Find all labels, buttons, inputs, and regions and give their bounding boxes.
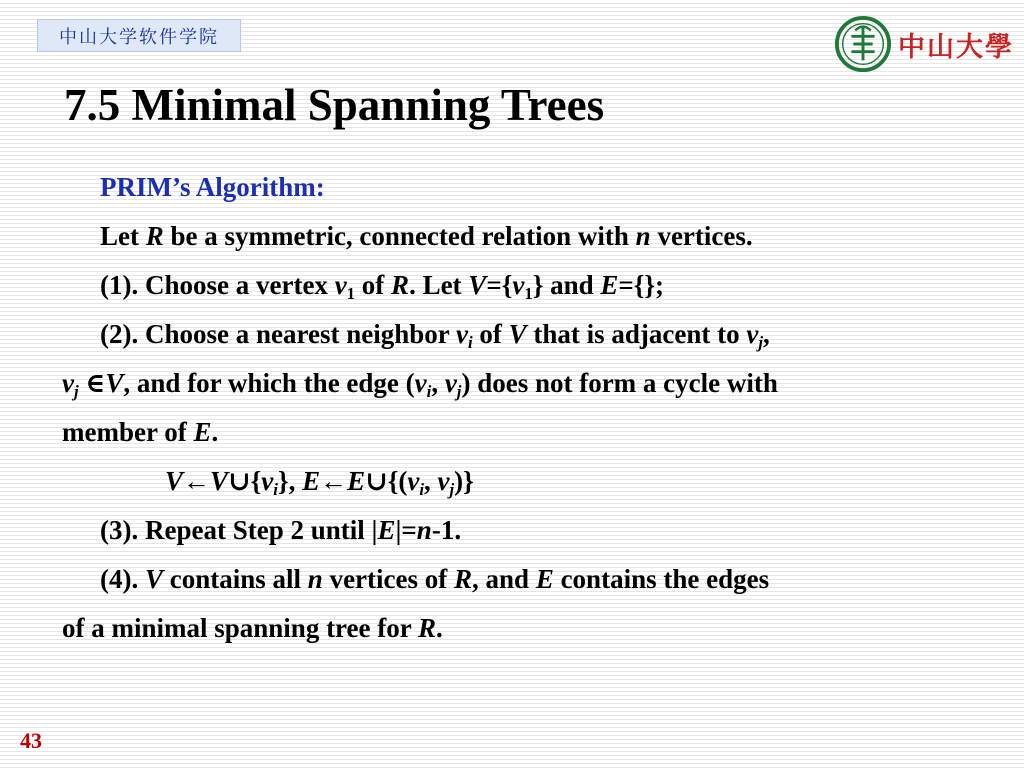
body-line-8: [62, 555, 982, 604]
math-var: v: [456, 319, 468, 349]
text: vertices.: [650, 221, 753, 251]
page-number: 43: [20, 728, 42, 753]
text: } and: [532, 270, 601, 300]
text: (2). Choose a nearest neighbor: [100, 319, 456, 349]
text: -1.: [431, 515, 462, 545]
text: of a minimal spanning tree for: [62, 613, 419, 643]
text: )}: [454, 466, 474, 496]
text: contains the edges: [553, 564, 770, 594]
body-line-3: [62, 310, 982, 359]
text: ∈: [78, 368, 106, 398]
text: of: [355, 270, 392, 300]
subscript: 1: [524, 284, 533, 304]
slide-body: [62, 163, 982, 653]
math-var: i: [419, 480, 425, 500]
body-line-7: [62, 506, 982, 555]
math-var: v: [414, 368, 427, 398]
math-var: n: [416, 515, 432, 545]
text: , and for which the edge (: [123, 368, 415, 398]
algorithm-heading: PRIM’s Algorithm:: [100, 172, 325, 202]
text: ,: [424, 466, 438, 496]
text: contains all: [163, 564, 308, 594]
text: ={};: [618, 270, 665, 300]
math-var: E: [347, 466, 366, 496]
math-var: E: [302, 466, 321, 496]
math-var: j: [73, 382, 79, 402]
math-var: R: [145, 221, 164, 251]
text: (1). Choose a vertex: [100, 270, 335, 300]
math-var: v: [437, 466, 450, 496]
body-line-5: [62, 408, 982, 457]
text: ∪{(: [365, 466, 408, 496]
university-emblem-icon: [834, 14, 892, 74]
body-line-1: [62, 212, 982, 261]
math-var: E: [600, 270, 619, 300]
text: vertices of: [322, 564, 454, 594]
body-line-2: [62, 261, 982, 310]
text: .: [211, 417, 219, 447]
university-name: 中山大學: [898, 31, 1014, 63]
math-var: E: [193, 417, 212, 447]
math-var: v: [407, 466, 420, 496]
body-line-9: [62, 604, 982, 653]
text: ∪{: [228, 466, 262, 496]
math-var: i: [467, 333, 473, 353]
text: that is adjacent to: [526, 319, 747, 349]
math-var: j: [456, 382, 462, 402]
math-var: v: [444, 368, 457, 398]
math-var: i: [273, 480, 278, 500]
math-var: V: [105, 368, 124, 398]
math-var: R: [454, 564, 473, 594]
university-logo: [834, 12, 1014, 76]
math-var: R: [391, 270, 410, 300]
text: Let: [100, 221, 146, 251]
math-var: v: [62, 368, 74, 398]
math-var: v: [334, 270, 347, 300]
text: ,: [763, 319, 770, 349]
math-var: E: [535, 564, 554, 594]
math-var: V: [165, 466, 184, 496]
text: .: [436, 613, 443, 643]
math-var: j: [758, 333, 764, 353]
text: (4).: [100, 564, 145, 594]
text: |=: [395, 515, 417, 545]
math-var: V: [144, 564, 163, 594]
department-badge: [37, 19, 241, 52]
text: (3). Repeat Step 2 until |: [100, 515, 378, 545]
slide-title: 7.5 Minimal Spanning Trees: [64, 80, 605, 130]
text: ={: [486, 270, 513, 300]
math-var: i: [426, 382, 432, 402]
text: , and: [472, 564, 536, 594]
math-var: j: [449, 480, 455, 500]
text: be a symmetric, connected relation with: [163, 221, 636, 251]
arrow-symbol: ←: [183, 466, 211, 496]
subscript: 1: [346, 284, 356, 304]
math-var: n: [307, 564, 323, 594]
text: . Let: [409, 270, 469, 300]
math-var: R: [418, 613, 437, 643]
text: ,: [431, 368, 445, 398]
math-var: v: [261, 466, 274, 496]
body-line-4: [62, 359, 982, 408]
math-var: v: [746, 319, 759, 349]
math-var: E: [377, 515, 396, 545]
math-var: v: [512, 270, 525, 300]
text: member of: [62, 417, 194, 447]
math-var: n: [635, 221, 651, 251]
math-var: V: [468, 270, 487, 300]
update-formula: [62, 457, 982, 506]
arrow-symbol: ←: [320, 466, 348, 496]
text: of: [472, 319, 509, 349]
math-var: V: [210, 466, 229, 496]
text: },: [277, 466, 303, 496]
math-var: V: [508, 319, 527, 349]
department-label: 中山大学软件学院: [59, 26, 219, 48]
text: ) does not form a cycle with: [461, 368, 778, 398]
